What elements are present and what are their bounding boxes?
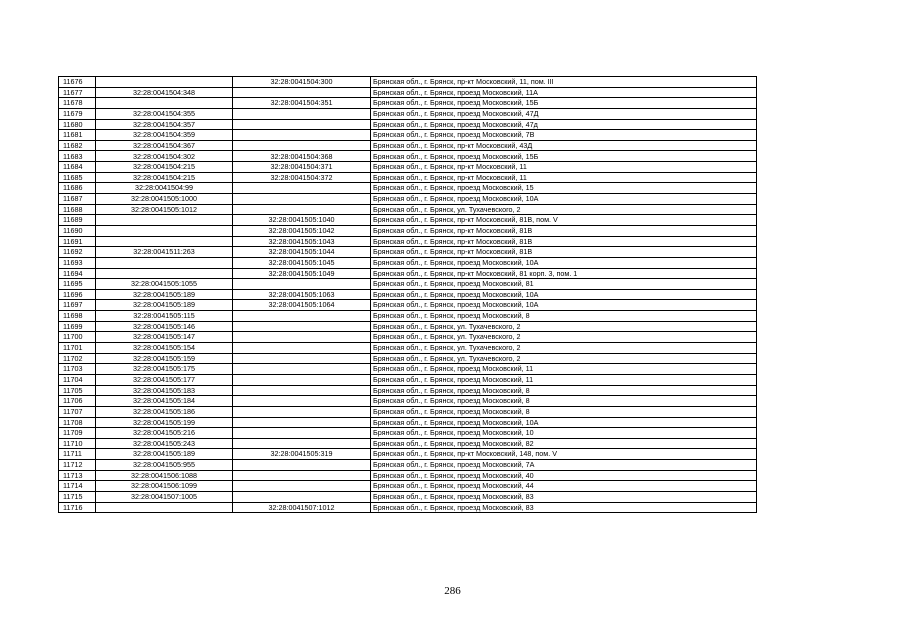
table-row [59,204,757,215]
table-row [59,130,757,141]
row-number-cell: 11704 [59,374,96,385]
building-cadastral-cell [233,417,371,428]
land-plot-cadastral-cell: 32:28:0041504:348 [96,87,233,98]
building-cadastral-cell [233,470,371,481]
building-cadastral-cell [233,194,371,205]
row-number-cell: 11709 [59,428,96,439]
land-plot-cadastral-cell: 32:28:0041505:184 [96,396,233,407]
address-cell: Брянская обл., г. Брянск, проезд Московский, 10А [371,417,757,428]
building-cadastral-cell [233,353,371,364]
land-plot-cadastral-cell [96,98,233,109]
land-plot-cadastral-cell: 32:28:0041505:146 [96,321,233,332]
building-cadastral-cell [233,108,371,119]
row-number-cell: 11689 [59,215,96,226]
address-cell: Брянская обл., г. Брянск, проезд Московский, 7А [371,460,757,471]
building-cadastral-cell: 32:28:0041505:1045 [233,257,371,268]
table-row [59,119,757,130]
land-plot-cadastral-cell: 32:28:0041505:1055 [96,279,233,290]
table-row [59,300,757,311]
land-plot-cadastral-cell: 32:28:0041506:1099 [96,481,233,492]
land-plot-cadastral-cell: 32:28:0041505:186 [96,406,233,417]
row-number-cell: 11707 [59,406,96,417]
row-number-cell: 11705 [59,385,96,396]
row-number-cell: 11683 [59,151,96,162]
land-plot-cadastral-cell: 32:28:0041505:189 [96,449,233,460]
land-plot-cadastral-cell [96,268,233,279]
table-row [59,364,757,375]
row-number-cell: 11691 [59,236,96,247]
table-row [59,87,757,98]
row-number-cell: 11681 [59,130,96,141]
address-cell: Брянская обл., г. Брянск, проезд Московский, 7В [371,130,757,141]
address-cell: Брянская обл., г. Брянск, проезд Московский, 47д [371,119,757,130]
table-row [59,183,757,194]
table-row [59,406,757,417]
address-cell: Брянская обл., г. Брянск, пр-кт Московский, 81В [371,225,757,236]
address-cell: Брянская обл., г. Брянск, проезд Московский, 8 [371,311,757,322]
address-cell: Брянская обл., г. Брянск, пр-кт Московский, 11 [371,162,757,173]
land-plot-cadastral-cell: 32:28:0041505:216 [96,428,233,439]
table-row [59,257,757,268]
table-row [59,162,757,173]
building-cadastral-cell: 32:28:0041504:368 [233,151,371,162]
land-plot-cadastral-cell: 32:28:0041505:1012 [96,204,233,215]
land-plot-cadastral-cell [96,257,233,268]
land-plot-cadastral-cell: 32:28:0041504:215 [96,172,233,183]
table-row [59,321,757,332]
table-row [59,77,757,88]
building-cadastral-cell [233,385,371,396]
land-plot-cadastral-cell: 32:28:0041511:263 [96,247,233,258]
address-cell: Брянская обл., г. Брянск, ул. Тухачевского, 2 [371,343,757,354]
address-cell: Брянская обл., г. Брянск, проезд Московский, 10А [371,289,757,300]
address-cell: Брянская обл., г. Брянск, проезд Московский, 10А [371,300,757,311]
table-row [59,470,757,481]
table-row [59,396,757,407]
building-cadastral-cell [233,321,371,332]
row-number-cell: 11693 [59,257,96,268]
table-row [59,247,757,258]
building-cadastral-cell: 32:28:0041505:1063 [233,289,371,300]
building-cadastral-cell: 32:28:0041507:1012 [233,502,371,513]
land-plot-cadastral-cell: 32:28:0041505:243 [96,438,233,449]
row-number-cell: 11697 [59,300,96,311]
table-row [59,172,757,183]
row-number-cell: 11702 [59,353,96,364]
row-number-cell: 11677 [59,87,96,98]
building-cadastral-cell [233,119,371,130]
land-plot-cadastral-cell: 32:28:0041506:1088 [96,470,233,481]
table-row [59,236,757,247]
address-cell: Брянская обл., г. Брянск, проезд Московский, 44 [371,481,757,492]
row-number-cell: 11703 [59,364,96,375]
address-cell: Брянская обл., г. Брянск, проезд Московский, 40 [371,470,757,481]
row-number-cell: 11706 [59,396,96,407]
building-cadastral-cell: 32:28:0041504:351 [233,98,371,109]
address-cell: Брянская обл., г. Брянск, проезд Московский, 11 [371,374,757,385]
building-cadastral-cell [233,396,371,407]
land-plot-cadastral-cell: 32:28:0041505:175 [96,364,233,375]
land-plot-cadastral-cell [96,502,233,513]
land-plot-cadastral-cell: 32:28:0041505:189 [96,300,233,311]
address-cell: Брянская обл., г. Брянск, пр-кт Московский, 148, пом. V [371,449,757,460]
row-number-cell: 11692 [59,247,96,258]
table-row [59,151,757,162]
address-cell: Брянская обл., г. Брянск, проезд Московский, 82 [371,438,757,449]
building-cadastral-cell [233,332,371,343]
row-number-cell: 11713 [59,470,96,481]
building-cadastral-cell [233,311,371,322]
land-plot-cadastral-cell [96,225,233,236]
table-row [59,332,757,343]
table-row [59,449,757,460]
building-cadastral-cell: 32:28:0041505:1042 [233,225,371,236]
table-row [59,225,757,236]
table-row [59,428,757,439]
building-cadastral-cell [233,406,371,417]
table-row [59,481,757,492]
address-cell: Брянская обл., г. Брянск, пр-кт Московский, 11, пом. III [371,77,757,88]
address-cell: Брянская обл., г. Брянск, ул. Тухачевского, 2 [371,332,757,343]
row-number-cell: 11715 [59,491,96,502]
row-number-cell: 11690 [59,225,96,236]
address-cell: Брянская обл., г. Брянск, проезд Московский, 83 [371,502,757,513]
building-cadastral-cell: 32:28:0041505:1049 [233,268,371,279]
row-number-cell: 11694 [59,268,96,279]
land-plot-cadastral-cell [96,236,233,247]
table-row [59,108,757,119]
row-number-cell: 11688 [59,204,96,215]
building-cadastral-cell: 32:28:0041505:1040 [233,215,371,226]
table-row [59,374,757,385]
building-cadastral-cell: 32:28:0041505:319 [233,449,371,460]
address-cell: Брянская обл., г. Брянск, ул. Тухачевского, 2 [371,353,757,364]
row-number-cell: 11686 [59,183,96,194]
land-plot-cadastral-cell: 32:28:0041505:154 [96,343,233,354]
building-cadastral-cell [233,491,371,502]
address-cell: Брянская обл., г. Брянск, пр-кт Московский, 81В, пом. V [371,215,757,226]
building-cadastral-cell [233,183,371,194]
address-cell: Брянская обл., г. Брянск, проезд Московский, 11 [371,364,757,375]
address-cell: Брянская обл., г. Брянск, проезд Московский, 10 [371,428,757,439]
row-number-cell: 11695 [59,279,96,290]
building-cadastral-cell: 32:28:0041505:1064 [233,300,371,311]
row-number-cell: 11684 [59,162,96,173]
address-cell: Брянская обл., г. Брянск, пр-кт Московский, 43Д [371,140,757,151]
land-plot-cadastral-cell: 32:28:0041505:147 [96,332,233,343]
table-row [59,98,757,109]
page-number: 286 [444,585,461,597]
land-plot-cadastral-cell [96,77,233,88]
land-plot-cadastral-cell: 32:28:0041504:367 [96,140,233,151]
table-row [59,491,757,502]
table-row [59,343,757,354]
building-cadastral-cell: 32:28:0041504:371 [233,162,371,173]
table-row [59,289,757,300]
row-number-cell: 11696 [59,289,96,300]
row-number-cell: 11712 [59,460,96,471]
row-number-cell: 11714 [59,481,96,492]
table-row [59,279,757,290]
address-cell: Брянская обл., г. Брянск, проезд Московский, 8 [371,396,757,407]
row-number-cell: 11687 [59,194,96,205]
row-number-cell: 11716 [59,502,96,513]
building-cadastral-cell [233,87,371,98]
building-cadastral-cell [233,279,371,290]
address-cell: Брянская обл., г. Брянск, проезд Московский, 47Д [371,108,757,119]
address-cell: Брянская обл., г. Брянск, проезд Московский, 8 [371,385,757,396]
address-cell: Брянская обл., г. Брянск, проезд Московский, 15Б [371,151,757,162]
address-cell: Брянская обл., г. Брянск, проезд Московский, 15Б [371,98,757,109]
row-number-cell: 11679 [59,108,96,119]
table-row [59,311,757,322]
building-cadastral-cell [233,438,371,449]
row-number-cell: 11708 [59,417,96,428]
land-plot-cadastral-cell: 32:28:0041504:302 [96,151,233,162]
building-cadastral-cell [233,343,371,354]
row-number-cell: 11700 [59,332,96,343]
land-plot-cadastral-cell: 32:28:0041505:115 [96,311,233,322]
table-row [59,215,757,226]
address-cell: Брянская обл., г. Брянск, ул. Тухачевского, 2 [371,204,757,215]
row-number-cell: 11678 [59,98,96,109]
land-plot-cadastral-cell: 32:28:0041504:99 [96,183,233,194]
building-cadastral-cell [233,364,371,375]
building-cadastral-cell: 32:28:0041504:372 [233,172,371,183]
address-cell: Брянская обл., г. Брянск, проезд Московский, 81 [371,279,757,290]
land-plot-cadastral-cell: 32:28:0041504:215 [96,162,233,173]
address-cell: Брянская обл., г. Брянск, проезд Московский, 15 [371,183,757,194]
row-number-cell: 11698 [59,311,96,322]
address-cell: Брянская обл., г. Брянск, проезд Московский, 10А [371,257,757,268]
building-cadastral-cell [233,481,371,492]
building-cadastral-cell: 32:28:0041504:300 [233,77,371,88]
building-cadastral-cell [233,428,371,439]
table-row [59,194,757,205]
address-cell: Брянская обл., г. Брянск, пр-кт Московский, 81 корп. 3, пом. 1 [371,268,757,279]
row-number-cell: 11676 [59,77,96,88]
table-row [59,353,757,364]
land-plot-cadastral-cell: 32:28:0041504:355 [96,108,233,119]
address-cell: Брянская обл., г. Брянск, пр-кт Московский, 11 [371,172,757,183]
table-row [59,140,757,151]
land-plot-cadastral-cell: 32:28:0041505:159 [96,353,233,364]
land-plot-cadastral-cell: 32:28:0041507:1005 [96,491,233,502]
land-plot-cadastral-cell [96,215,233,226]
building-cadastral-cell [233,204,371,215]
land-plot-cadastral-cell: 32:28:0041505:183 [96,385,233,396]
row-number-cell: 11682 [59,140,96,151]
building-cadastral-cell [233,130,371,141]
building-cadastral-cell: 32:28:0041505:1043 [233,236,371,247]
building-cadastral-cell: 32:28:0041505:1044 [233,247,371,258]
building-cadastral-cell [233,140,371,151]
table-row [59,502,757,513]
table-row [59,385,757,396]
address-cell: Брянская обл., г. Брянск, пр-кт Московский, 81В [371,247,757,258]
row-number-cell: 11710 [59,438,96,449]
address-cell: Брянская обл., г. Брянск, проезд Московский, 8 [371,406,757,417]
address-cell: Брянская обл., г. Брянск, проезд Московский, 83 [371,491,757,502]
row-number-cell: 11701 [59,343,96,354]
land-plot-cadastral-cell: 32:28:0041505:189 [96,289,233,300]
table-row [59,417,757,428]
land-plot-cadastral-cell: 32:28:0041505:199 [96,417,233,428]
row-number-cell: 11685 [59,172,96,183]
address-cell: Брянская обл., г. Брянск, ул. Тухачевского, 2 [371,321,757,332]
address-cell: Брянская обл., г. Брянск, проезд Московский, 10А [371,194,757,205]
cadastral-table [58,76,757,513]
land-plot-cadastral-cell: 32:28:0041504:357 [96,119,233,130]
address-cell: Брянская обл., г. Брянск, проезд Московский, 11А [371,87,757,98]
row-number-cell: 11711 [59,449,96,460]
address-cell: Брянская обл., г. Брянск, пр-кт Московский, 81В [371,236,757,247]
table-body [59,77,757,513]
row-number-cell: 11680 [59,119,96,130]
table-row [59,460,757,471]
land-plot-cadastral-cell: 32:28:0041505:177 [96,374,233,385]
building-cadastral-cell [233,460,371,471]
land-plot-cadastral-cell: 32:28:0041505:955 [96,460,233,471]
land-plot-cadastral-cell: 32:28:0041504:359 [96,130,233,141]
building-cadastral-cell [233,374,371,385]
row-number-cell: 11699 [59,321,96,332]
land-plot-cadastral-cell: 32:28:0041505:1000 [96,194,233,205]
table-row [59,438,757,449]
table-row [59,268,757,279]
